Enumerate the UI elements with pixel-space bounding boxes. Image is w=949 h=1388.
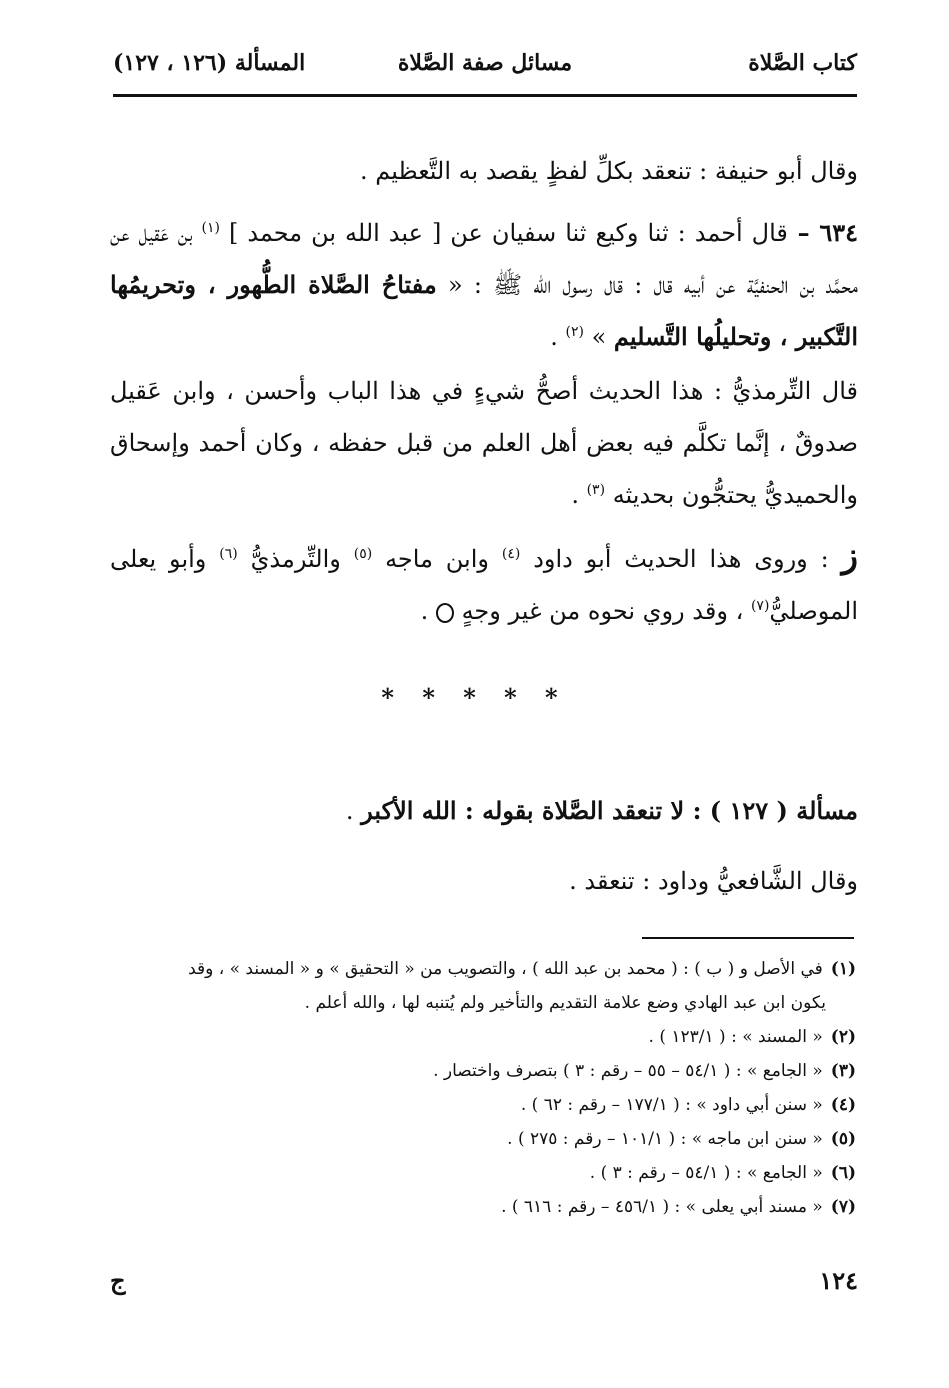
header-rule <box>113 94 857 97</box>
footnote-ref-4: (٤) <box>501 546 521 562</box>
paragraph-zay-note: ز : وروى هذا الحديث أبو داود $^{(٤)}$ وابن ماجه $^{(٥)}$ والتِّرمذيُّ $^{(٦)}$ وأبو يعلى الموصليُّ$^{(٧)}$ ، وقد روي نحوه من غير وجهٍ . <box>110 536 858 625</box>
footnote-number: (١) <box>830 959 856 979</box>
paragraph-issue-127 <box>110 785 930 837</box>
issue-127-end: . <box>345 797 362 825</box>
footnote-7 <box>108 1190 856 1224</box>
footnote-continuation: يكون ابن عبد الهادي وضع علامة التقديم والتأخير ولم يُتنبه لها ، والله أعلم . <box>304 993 826 1013</box>
footnote-number: (٤) <box>830 1095 856 1115</box>
signature-mark: ج <box>110 1266 126 1295</box>
paragraph-abu-hanifa: وقال أبو حنيفة : تنعقد بكلِّ لفظٍ يقصد به التَّعظيم . <box>360 157 858 185</box>
hadith-text: مفتاحُ الصَّلاة الطُّهور ، وتحريمُها التَّكبير ، وتحليلُها التَّسليم <box>110 270 858 351</box>
zay-text-3: والتِّرمذيُّ <box>250 545 354 573</box>
issue-127-title: مسألة ( ١٢٧ ) : لا تنعقد الصَّلاة بقوله : الله الأكبر <box>361 796 858 825</box>
paragraph-hadith-634 <box>110 207 930 363</box>
header-issue-numbers: المسألة (١٢٦ ، ١٢٧) <box>113 50 306 76</box>
footnote-1 <box>108 952 856 1020</box>
paragraph-shafii: وقال الشَّافعيُّ وداود : تنعقد . <box>569 867 858 895</box>
page-number: ١٢٤ <box>819 1266 858 1295</box>
footnote-number: (٦) <box>830 1163 856 1183</box>
hadith-chain-b: بن عَقيل عن محمَّد بن الحنفيَّة عن أبيه قال : قال رسول الله ﷺ : « <box>110 219 858 299</box>
footnote-4 <box>108 1088 856 1122</box>
page-footer <box>110 1266 858 1306</box>
footnote-number: (٧) <box>830 1197 856 1217</box>
hadith-end: . <box>550 323 566 351</box>
footnote-ref-2: (٢) <box>565 324 584 340</box>
zay-text-1: : وروى هذا الحديث أبو داود <box>533 545 842 573</box>
tirmidhi-end: . <box>571 481 587 509</box>
hadith-number: ٦٣٤ – <box>787 218 858 247</box>
hadith-chain-a: قال أحمد : ثنا وكيع ثنا سفيان عن [ عبد الله بن محمد ] <box>228 219 788 247</box>
footnote-5 <box>108 1122 856 1156</box>
footnote-number: (٢) <box>830 1027 856 1047</box>
header-book-title: كتاب الصَّلاة <box>748 50 857 76</box>
running-header <box>113 50 857 90</box>
footnote-number: (٣) <box>830 1061 856 1081</box>
footnotes <box>108 952 856 1224</box>
tirmidhi-text: قال التِّرمذيُّ : هذا الحديث أصحُّ شيءٍ في هذا الباب وأحسن ، وابن عَقيل صدوقٌ ، إنَّما تكلَّم فيه بعض أهل العلم من قبل حفظه ، وكان أحمد وإسحاق والحميديُّ يحتجُّون بحديثه <box>110 377 859 509</box>
footnote-text: في الأصل و ( ب ) : ( محمد بن عبد الله ) ، والتصويب من « التحقيق » و « المسند » ، وقد <box>188 959 823 979</box>
zay-text-4: وأبو يعلى الموصليُّ <box>110 545 858 625</box>
footnote-ref-5: (٥) <box>353 546 373 562</box>
end-circle-icon <box>436 603 454 623</box>
footnote-number: (٥) <box>830 1129 856 1149</box>
zay-text-2: وابن ماجه <box>385 545 502 573</box>
hadith-close-quote: » <box>591 323 614 351</box>
footnote-ref-7: (٧) <box>750 598 770 614</box>
footnote-text: « سنن أبي داود » : ( ١٧٧/١ – رقم : ٦٢ ) . <box>520 1095 823 1115</box>
footnote-rule <box>642 937 854 939</box>
zay-marker: ز <box>841 536 858 576</box>
footnote-ref-3: (٣) <box>586 482 606 498</box>
section-separator: * * * * * <box>381 683 568 712</box>
footnote-text: « الجامع » : ( ٥٤/١ – رقم : ٣ ) . <box>589 1163 823 1183</box>
footnote-text: « المسند » : ( ١٢٣/١ ) . <box>648 1027 823 1047</box>
footnote-ref-6: (٦) <box>219 546 238 562</box>
paragraph-tirmidhi <box>110 365 930 521</box>
footnote-6 <box>108 1156 856 1190</box>
header-chapter-title: مسائل صفة الصَّلاة <box>397 50 573 76</box>
footnote-2 <box>108 1020 856 1054</box>
footnote-3 <box>108 1054 856 1088</box>
footnote-text: « مسند أبي يعلى » : ( ٤٥٦/١ – رقم : ٦١٦ ) . <box>501 1197 823 1217</box>
footnote-text: « الجامع » : ( ٥٤/١ – ٥٥ – رقم : ٣ ) بتصرف واختصار . <box>433 1061 823 1081</box>
footnote-ref-1: (١) <box>201 220 220 236</box>
footnote-text: « سنن ابن ماجه » : ( ١٠١/١ – رقم : ٢٧٥ ) . <box>507 1129 823 1149</box>
zay-text-5: ، وقد روي نحوه من غير وجهٍ <box>453 597 751 625</box>
